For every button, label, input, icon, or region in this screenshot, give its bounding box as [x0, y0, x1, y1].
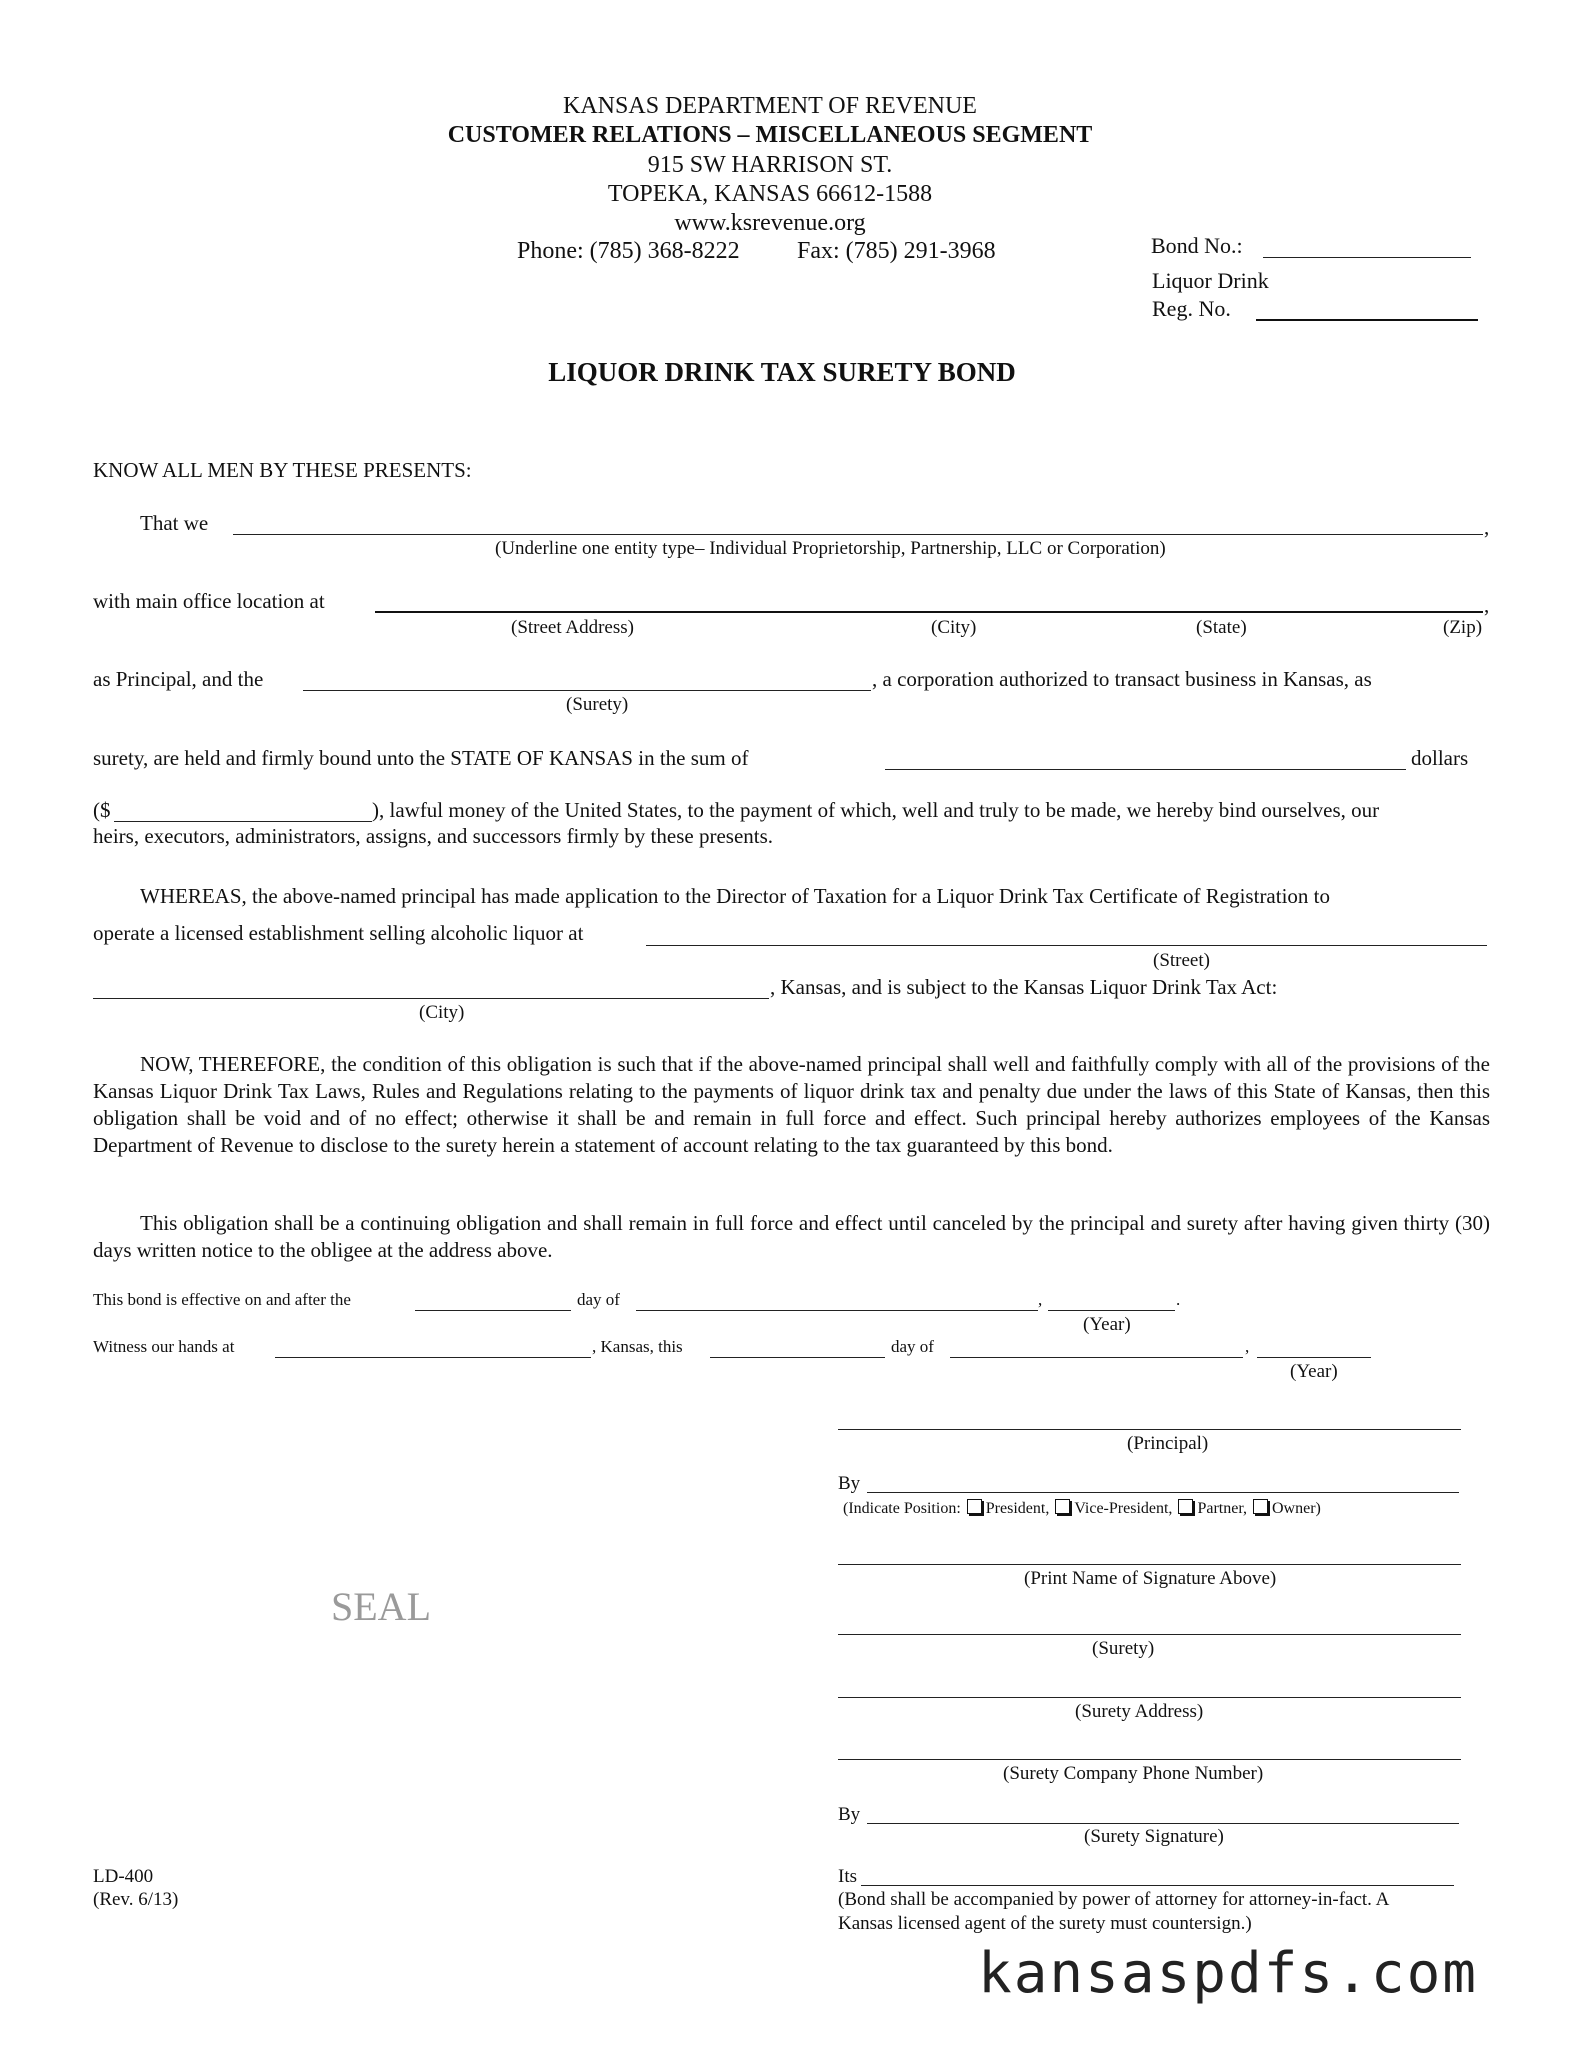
print-name-field[interactable]: [838, 1564, 1461, 1565]
surety-sig-label: (Surety): [1092, 1638, 1155, 1659]
comma: ,: [1245, 1337, 1250, 1356]
main-office-field[interactable]: [375, 611, 1483, 613]
whereas-text: WHEREAS, the above-named principal has made application to the Director of Taxation for a Liquor Drink Tax Certificate of Registration to: [140, 884, 1331, 908]
liquor-drink-label: Liquor Drink: [1152, 268, 1269, 293]
that-we-label: That we: [140, 511, 209, 535]
watermark: kansaspdfs.com: [978, 1941, 1479, 2006]
bond-no-label: Bond No.:: [1151, 233, 1243, 258]
zip-label: (Zip): [1443, 617, 1483, 638]
partner-checkbox[interactable]: [1178, 1499, 1193, 1514]
period: .: [1176, 1290, 1181, 1309]
held-bound-text: surety, are held and firmly bound unto the STATE OF KANSAS in the sum of: [93, 746, 749, 770]
phone: Phone: (785) 368-8222: [517, 238, 740, 264]
street-address-label: (Street Address): [511, 617, 634, 638]
by-label: By: [838, 1473, 861, 1494]
surety-by-field[interactable]: [867, 1823, 1459, 1824]
witness-year-field[interactable]: [1257, 1357, 1371, 1358]
continuing-obligation-paragraph: This obligation shall be a continuing obligation and shall remain in full force and effect until canceled by the principal and surety after having given thirty (30) days written notice to the obligee at the address above.: [93, 1211, 1490, 1262]
year-label: (Year): [1083, 1314, 1131, 1335]
surety-phone-field[interactable]: [838, 1759, 1461, 1760]
witness-day-field[interactable]: [710, 1357, 885, 1358]
surety-signature-label: (Surety Signature): [1084, 1826, 1224, 1847]
sum-words-field[interactable]: [885, 769, 1406, 770]
reg-no-field[interactable]: [1256, 319, 1478, 321]
segment-name: CUSTOMER RELATIONS – MISCELLANEOUS SEGMENT: [447, 122, 1093, 148]
surety-signature-line[interactable]: [838, 1634, 1461, 1635]
effective-month-field[interactable]: [636, 1310, 1038, 1311]
main-office-label: with main office location at: [93, 589, 325, 613]
comma: ,: [1484, 593, 1490, 617]
effective-day-field[interactable]: [415, 1310, 571, 1311]
principal-by-field[interactable]: [867, 1492, 1459, 1493]
day-of-label: day of: [577, 1290, 620, 1309]
effective-year-field[interactable]: [1048, 1310, 1175, 1311]
establishment-street-field[interactable]: [646, 945, 1487, 946]
year-label-2: (Year): [1290, 1361, 1338, 1382]
form-title: LIQUOR DRINK TAX SURETY BOND: [548, 357, 1016, 387]
vice-president-checkbox[interactable]: [1055, 1499, 1070, 1514]
its-label: Its: [838, 1866, 857, 1887]
know-all-men: KNOW ALL MEN BY THESE PRESENTS:: [93, 458, 472, 482]
entity-type-hint: (Underline one entity type– Individual Proprietorship, Partnership, LLC or Corporation): [495, 538, 1166, 559]
surety-address-field[interactable]: [838, 1697, 1461, 1698]
owner-checkbox[interactable]: [1253, 1499, 1268, 1514]
poa-note-line2: Kansas licensed agent of the surety must countersign.): [838, 1913, 1252, 1934]
reg-no-label: Reg. No.: [1152, 296, 1231, 321]
comma: ,: [1484, 515, 1490, 539]
surety-name-field[interactable]: [303, 690, 871, 691]
principal-signature-field[interactable]: [838, 1429, 1461, 1430]
website: www.ksrevenue.org: [674, 210, 866, 236]
witness-city-field[interactable]: [275, 1357, 591, 1358]
witness-text: Witness our hands at: [93, 1337, 235, 1356]
establishment-city-field[interactable]: [93, 998, 769, 999]
president-checkbox[interactable]: [967, 1499, 982, 1514]
heirs-text: heirs, executors, administrators, assigns, and successors firmly by these presents.: [93, 824, 774, 848]
principal-name-field[interactable]: [233, 534, 1483, 535]
address-city: TOPEKA, KANSAS 66612-1588: [607, 181, 933, 207]
day-of-label-2: day of: [891, 1337, 934, 1356]
surety-address-label: (Surety Address): [1075, 1701, 1204, 1722]
corp-authorized-text: , a corporation authorized to transact business in Kansas, as: [872, 667, 1372, 691]
sum-amount-field[interactable]: [114, 821, 372, 822]
position-options: [843, 1499, 1321, 1518]
city-label: (City): [931, 617, 977, 638]
state-label: (State): [1196, 617, 1247, 638]
kansas-subject-text: , Kansas, and is subject to the Kansas Liquor Drink Tax Act:: [770, 975, 1278, 999]
bond-no-field[interactable]: [1263, 257, 1471, 258]
owner-label: Owner): [1272, 1500, 1321, 1517]
its-field[interactable]: [861, 1885, 1454, 1886]
comma: ,: [1038, 1290, 1043, 1309]
fax: Fax: (785) 291-3968: [797, 238, 996, 264]
address-street: 915 SW HARRISON ST.: [647, 152, 893, 178]
surety-by-label: By: [838, 1804, 861, 1825]
president-label: President,: [985, 1500, 1050, 1517]
kansas-this-text: , Kansas, this: [592, 1337, 683, 1356]
principal-label: (Principal): [1127, 1433, 1209, 1454]
dept-name: KANSAS DEPARTMENT OF REVENUE: [563, 93, 977, 119]
lawful-money-text: ), lawful money of the United States, to the payment of which, well and truly to be made, we hereby bind ourselves, our: [372, 798, 1380, 822]
vice-president-label: Vice-President,: [1074, 1500, 1173, 1517]
dollar-open: ($: [93, 798, 111, 822]
surety-phone-label: (Surety Company Phone Number): [1003, 1763, 1264, 1784]
now-therefore-paragraph: NOW, THEREFORE, the condition of this obligation is such that if the above-named principal shall well and faithfully comply with all of the provisions of the Kansas Liquor Drink Tax Laws, Rules and Regulations relating to the payments of liquor drink tax and penalty due under the laws of this State of Kansas, then this obligation shall be void and of no effect; otherwise it shall be and remain in full force and effect. Such principal hereby authorizes employees of the Kansas Department of Revenue to disclose to the surety herein a statement of account relating to the tax guaranteed by this bond.: [93, 1052, 1490, 1157]
revision-date: (Rev. 6/13): [93, 1889, 179, 1910]
effective-text: This bond is effective on and after the: [93, 1290, 351, 1309]
form-number: LD-400: [93, 1866, 154, 1887]
seal-placeholder: SEAL: [331, 1584, 431, 1629]
operate-text: operate a licensed establishment selling alcoholic liquor at: [93, 921, 584, 945]
as-principal-label: as Principal, and the: [93, 667, 264, 691]
city-label-2: (City): [419, 1002, 465, 1023]
partner-label: Partner,: [1197, 1500, 1247, 1517]
indicate-position-label: (Indicate Position:: [843, 1500, 961, 1517]
print-name-label: (Print Name of Signature Above): [1024, 1568, 1277, 1589]
poa-note-line1: (Bond shall be accompanied by power of attorney for attorney-in-fact. A: [838, 1889, 1390, 1910]
surety-label: (Surety): [566, 694, 629, 715]
dollars-label: dollars: [1411, 746, 1469, 770]
street-label: (Street): [1153, 950, 1210, 971]
witness-month-field[interactable]: [950, 1357, 1243, 1358]
